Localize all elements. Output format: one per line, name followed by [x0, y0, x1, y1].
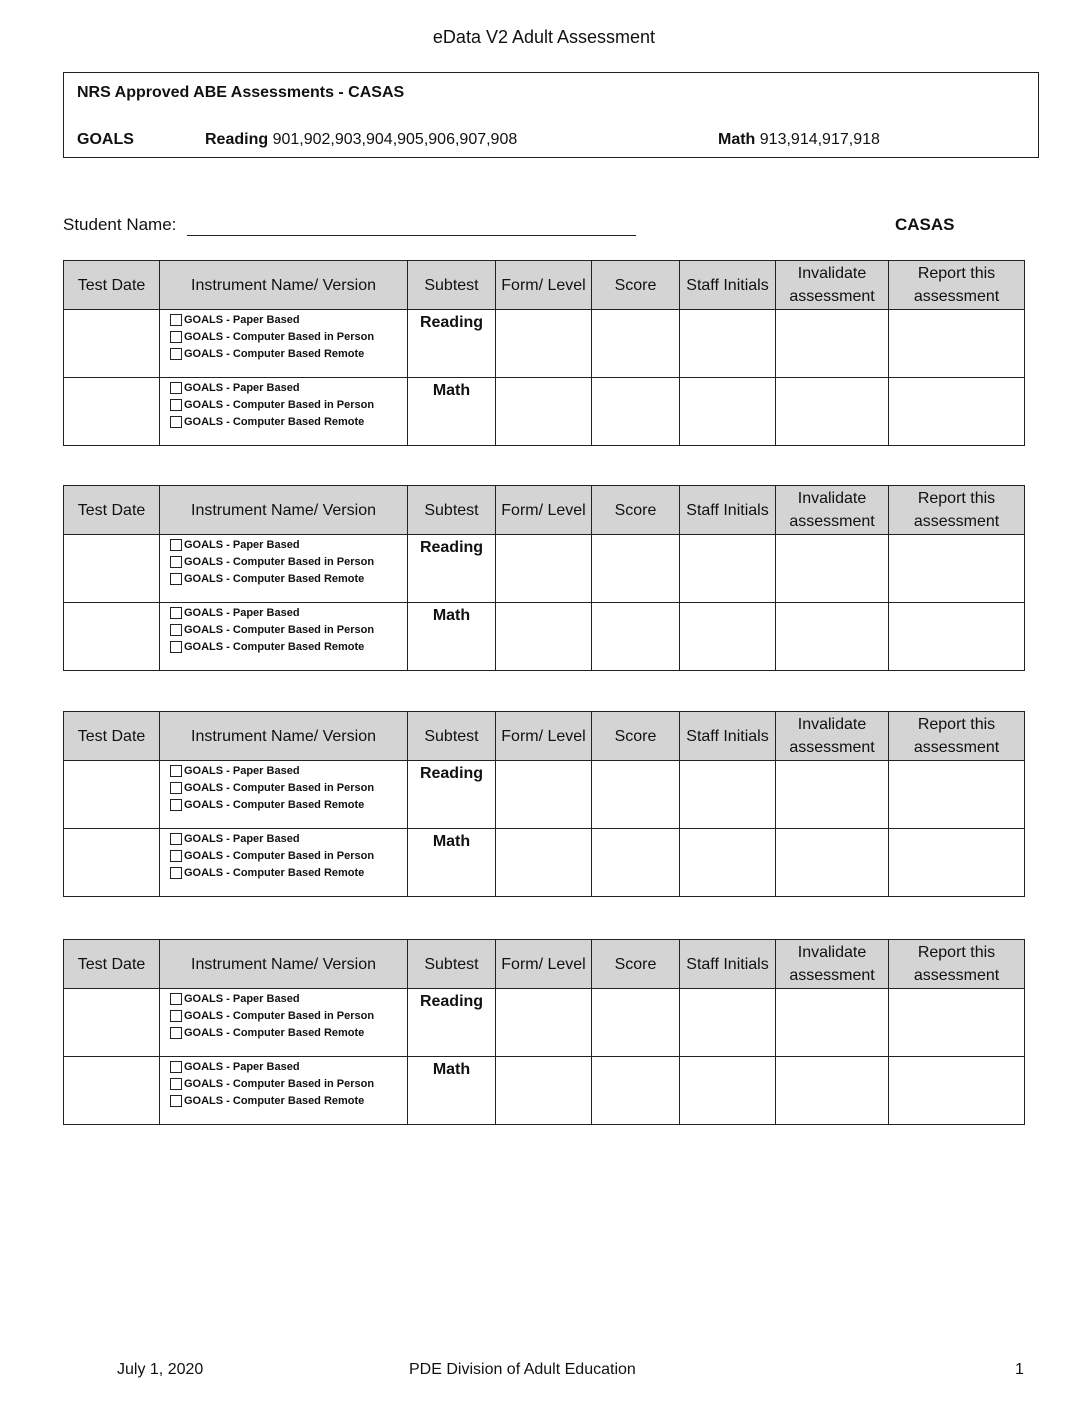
form-level-cell[interactable] — [496, 829, 592, 897]
column-header: Instrument Name/ Version — [160, 940, 408, 989]
table-row — [64, 989, 1025, 1057]
table-row — [64, 378, 1025, 446]
instrument-option-label: GOALS - Computer Based in Person — [184, 623, 375, 636]
column-header: Instrument Name/ Version — [160, 261, 408, 310]
instrument-option — [170, 796, 407, 813]
instrument-option-label: GOALS - Computer Based Remote — [184, 347, 365, 360]
checkbox[interactable] — [170, 556, 182, 568]
instrument-option — [170, 621, 407, 638]
casas-label: CASAS — [895, 215, 955, 234]
invalidate-cell[interactable] — [776, 310, 889, 378]
checkbox[interactable] — [170, 765, 182, 777]
instrument-option — [170, 553, 407, 570]
assessment-table — [63, 711, 1025, 897]
column-header: Subtest — [408, 486, 496, 535]
instrument-cell — [160, 989, 408, 1057]
instrument-cell — [160, 1057, 408, 1125]
checkbox[interactable] — [170, 399, 182, 411]
instrument-option — [170, 864, 407, 881]
instrument-option-label: GOALS - Computer Based Remote — [184, 572, 365, 585]
instrument-option — [170, 379, 407, 396]
instrument-option-label: GOALS - Paper Based — [184, 992, 300, 1005]
instrument-option-label: GOALS - Computer Based in Person — [184, 1009, 375, 1022]
subtest-cell: Math — [408, 829, 496, 897]
test-date-cell[interactable] — [64, 378, 160, 446]
instrument-option-label: GOALS - Computer Based Remote — [184, 640, 365, 653]
instrument-option — [170, 328, 407, 345]
instrument-option-label: GOALS - Computer Based in Person — [184, 1077, 375, 1090]
checkbox[interactable] — [170, 833, 182, 845]
test-date-cell[interactable] — [64, 1057, 160, 1125]
instrument-option-label: GOALS - Paper Based — [184, 538, 300, 551]
invalidate-cell[interactable] — [776, 378, 889, 446]
column-header: Test Date — [64, 940, 160, 989]
subtest-cell: Math — [408, 1057, 496, 1125]
assessment-table — [63, 939, 1025, 1125]
checkbox[interactable] — [170, 799, 182, 811]
instrument-option — [170, 847, 407, 864]
info-heading: NRS Approved ABE Assessments - CASAS — [77, 84, 405, 101]
instrument-option — [170, 762, 407, 779]
subtest-cell: Reading — [408, 535, 496, 603]
instrument-option — [170, 1058, 407, 1075]
page-title: eData V2 Adult Assessment — [432, 27, 656, 47]
instrument-option-label: GOALS - Paper Based — [184, 832, 300, 845]
column-header: Subtest — [408, 261, 496, 310]
score-cell[interactable] — [592, 989, 680, 1057]
checkbox[interactable] — [170, 607, 182, 619]
instrument-option-label: GOALS - Paper Based — [184, 764, 300, 777]
table-row — [64, 761, 1025, 829]
instrument-option-label: GOALS - Paper Based — [184, 313, 300, 326]
instrument-option-label: GOALS - Computer Based Remote — [184, 866, 365, 879]
score-cell[interactable] — [592, 378, 680, 446]
instrument-option — [170, 536, 407, 553]
checkbox[interactable] — [170, 1095, 182, 1107]
instrument-cell — [160, 829, 408, 897]
staff-initials-cell[interactable] — [680, 310, 776, 378]
report-cell[interactable] — [889, 761, 1025, 829]
column-header: Report this assessment — [889, 261, 1025, 310]
table-header-row — [64, 261, 1025, 310]
math-code-list: 913,914,917,918 — [755, 131, 880, 148]
instrument-option — [170, 638, 407, 655]
instrument-option — [170, 779, 407, 796]
table-row — [64, 603, 1025, 671]
staff-initials-cell[interactable] — [680, 761, 776, 829]
instrument-option-label: GOALS - Computer Based in Person — [184, 849, 375, 862]
invalidate-cell[interactable] — [776, 829, 889, 897]
column-header: Invalidate assessment — [776, 261, 889, 310]
column-header: Form/ Level — [496, 261, 592, 310]
assessment-table — [63, 485, 1025, 671]
assessment-table — [63, 260, 1025, 446]
instrument-cell — [160, 761, 408, 829]
instrument-option-label: GOALS - Computer Based Remote — [184, 415, 365, 428]
subtest-cell: Reading — [408, 310, 496, 378]
table-header-row — [64, 940, 1025, 989]
instrument-option — [170, 311, 407, 328]
form-level-cell[interactable] — [496, 310, 592, 378]
staff-initials-cell[interactable] — [680, 535, 776, 603]
checkbox[interactable] — [170, 993, 182, 1005]
instrument-option-label: GOALS - Computer Based Remote — [184, 1094, 365, 1107]
instrument-option — [170, 1024, 407, 1041]
footer-page-number: 1 — [1015, 1361, 1024, 1378]
footer-org: PDE Division of Adult Education — [409, 1361, 636, 1378]
subtest-cell: Math — [408, 603, 496, 671]
column-header: Staff Initials — [680, 940, 776, 989]
form-level-cell[interactable] — [496, 1057, 592, 1125]
staff-initials-cell[interactable] — [680, 989, 776, 1057]
column-header: Staff Initials — [680, 486, 776, 535]
reading-label: Reading — [205, 131, 269, 148]
column-header: Report this assessment — [889, 940, 1025, 989]
column-header: Score — [592, 261, 680, 310]
column-header: Test Date — [64, 712, 160, 761]
test-date-cell[interactable] — [64, 761, 160, 829]
table-row — [64, 310, 1025, 378]
goals-label: GOALS — [77, 131, 134, 148]
report-cell[interactable] — [889, 829, 1025, 897]
staff-initials-cell[interactable] — [680, 378, 776, 446]
checkbox[interactable] — [170, 850, 182, 862]
footer-date: July 1, 2020 — [117, 1361, 204, 1378]
report-cell[interactable] — [889, 378, 1025, 446]
instrument-cell — [160, 603, 408, 671]
instrument-cell — [160, 310, 408, 378]
table-row — [64, 1057, 1025, 1125]
instrument-option-label: GOALS - Computer Based in Person — [184, 398, 375, 411]
instrument-option-label: GOALS - Paper Based — [184, 606, 300, 619]
invalidate-cell[interactable] — [776, 1057, 889, 1125]
column-header: Report this assessment — [889, 712, 1025, 761]
instrument-option-label: GOALS - Computer Based Remote — [184, 1026, 365, 1039]
checkbox[interactable] — [170, 382, 182, 394]
form-level-cell[interactable] — [496, 603, 592, 671]
invalidate-cell[interactable] — [776, 603, 889, 671]
instrument-option — [170, 604, 407, 621]
instrument-cell — [160, 535, 408, 603]
checkbox[interactable] — [170, 782, 182, 794]
instrument-option — [170, 345, 407, 362]
invalidate-cell[interactable] — [776, 761, 889, 829]
score-cell[interactable] — [592, 535, 680, 603]
checkbox[interactable] — [170, 348, 182, 360]
form-level-cell[interactable] — [496, 378, 592, 446]
column-header: Test Date — [64, 486, 160, 535]
instrument-option — [170, 990, 407, 1007]
column-header: Form/ Level — [496, 712, 592, 761]
column-header: Staff Initials — [680, 261, 776, 310]
column-header: Test Date — [64, 261, 160, 310]
column-header: Form/ Level — [496, 486, 592, 535]
report-cell[interactable] — [889, 310, 1025, 378]
invalidate-cell[interactable] — [776, 989, 889, 1057]
instrument-option-label: GOALS - Paper Based — [184, 381, 300, 394]
column-header: Invalidate assessment — [776, 486, 889, 535]
test-date-cell[interactable] — [64, 829, 160, 897]
instrument-option — [170, 396, 407, 413]
table-header-row — [64, 712, 1025, 761]
form-level-cell[interactable] — [496, 535, 592, 603]
report-cell[interactable] — [889, 989, 1025, 1057]
column-header: Score — [592, 940, 680, 989]
form-level-cell[interactable] — [496, 989, 592, 1057]
instrument-option — [170, 570, 407, 587]
instrument-option — [170, 830, 407, 847]
checkbox[interactable] — [170, 573, 182, 585]
test-date-cell[interactable] — [64, 989, 160, 1057]
form-level-cell[interactable] — [496, 761, 592, 829]
reading-code-list: 901,902,903,904,905,906,907,908 — [268, 131, 518, 148]
staff-initials-cell[interactable] — [680, 603, 776, 671]
checkbox[interactable] — [170, 539, 182, 551]
staff-initials-cell[interactable] — [680, 1057, 776, 1125]
subtest-cell: Math — [408, 378, 496, 446]
column-header: Invalidate assessment — [776, 940, 889, 989]
instrument-cell — [160, 378, 408, 446]
report-cell[interactable] — [889, 1057, 1025, 1125]
column-header: Subtest — [408, 940, 496, 989]
instrument-option-label: GOALS - Computer Based in Person — [184, 330, 375, 343]
math-label: Math — [718, 131, 756, 148]
score-cell[interactable] — [592, 1057, 680, 1125]
score-cell[interactable] — [592, 603, 680, 671]
table-header-row — [64, 486, 1025, 535]
checkbox[interactable] — [170, 867, 182, 879]
assessment-info-box — [63, 72, 1039, 158]
column-header: Score — [592, 712, 680, 761]
math-codes — [718, 131, 880, 149]
table-row — [64, 535, 1025, 603]
score-cell[interactable] — [592, 761, 680, 829]
checkbox[interactable] — [170, 1078, 182, 1090]
instrument-option — [170, 1075, 407, 1092]
column-header: Invalidate assessment — [776, 712, 889, 761]
instrument-option-label: GOALS - Paper Based — [184, 1060, 300, 1073]
checkbox[interactable] — [170, 416, 182, 428]
checkbox[interactable] — [170, 314, 182, 326]
reading-codes — [205, 131, 517, 149]
instrument-option — [170, 1007, 407, 1024]
column-header: Subtest — [408, 712, 496, 761]
report-cell[interactable] — [889, 603, 1025, 671]
column-header: Instrument Name/ Version — [160, 486, 408, 535]
report-cell[interactable] — [889, 535, 1025, 603]
test-date-cell[interactable] — [64, 603, 160, 671]
column-header: Score — [592, 486, 680, 535]
column-header: Form/ Level — [496, 940, 592, 989]
checkbox[interactable] — [170, 331, 182, 343]
column-header: Instrument Name/ Version — [160, 712, 408, 761]
table-row — [64, 829, 1025, 897]
student-name-field[interactable] — [187, 235, 636, 236]
checkbox[interactable] — [170, 1061, 182, 1073]
test-date-cell[interactable] — [64, 310, 160, 378]
student-name-label: Student Name: — [63, 215, 177, 234]
score-cell[interactable] — [592, 310, 680, 378]
instrument-option-label: GOALS - Computer Based Remote — [184, 798, 365, 811]
subtest-cell: Reading — [408, 989, 496, 1057]
subtest-cell: Reading — [408, 761, 496, 829]
checkbox[interactable] — [170, 624, 182, 636]
instrument-option — [170, 1092, 407, 1109]
column-header: Report this assessment — [889, 486, 1025, 535]
instrument-option-label: GOALS - Computer Based in Person — [184, 781, 375, 794]
checkbox[interactable] — [170, 1027, 182, 1039]
instrument-option-label: GOALS - Computer Based in Person — [184, 555, 375, 568]
column-header: Staff Initials — [680, 712, 776, 761]
instrument-option — [170, 413, 407, 430]
test-date-cell[interactable] — [64, 535, 160, 603]
invalidate-cell[interactable] — [776, 535, 889, 603]
checkbox[interactable] — [170, 1010, 182, 1022]
score-cell[interactable] — [592, 829, 680, 897]
checkbox[interactable] — [170, 641, 182, 653]
staff-initials-cell[interactable] — [680, 829, 776, 897]
